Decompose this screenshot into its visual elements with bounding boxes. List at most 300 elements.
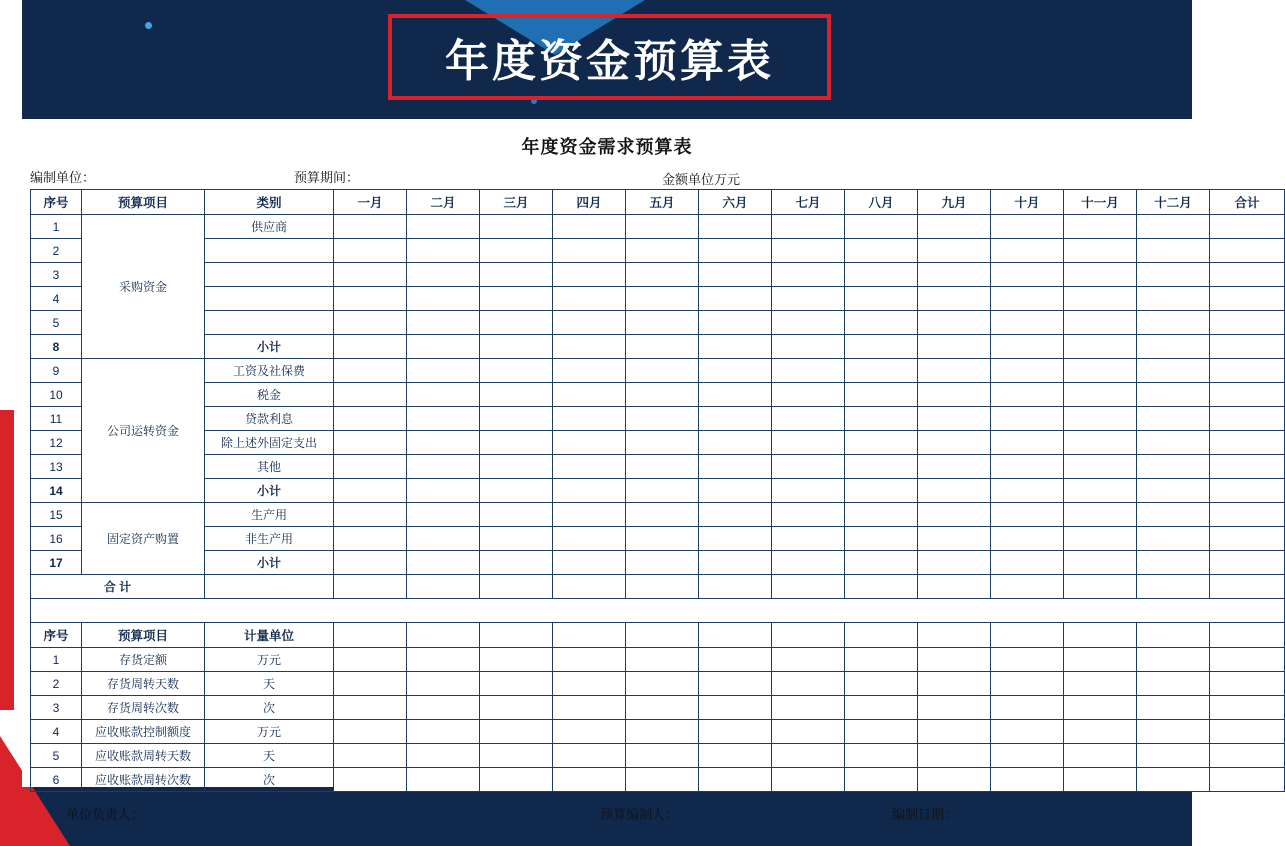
cell-value[interactable] [772,672,845,696]
cell-value[interactable] [407,623,480,648]
cell-value[interactable] [845,431,918,455]
cell-value[interactable] [626,263,699,287]
cell-value[interactable] [626,287,699,311]
cell-total[interactable] [1210,696,1285,720]
cell-value[interactable] [626,575,699,599]
cell-value[interactable] [553,623,626,648]
cell-value[interactable] [407,527,480,551]
cell-value[interactable] [845,575,918,599]
cell-value[interactable] [407,407,480,431]
cell-value[interactable] [699,479,772,503]
cell-value[interactable] [845,287,918,311]
cell-value[interactable] [772,263,845,287]
cell-value[interactable] [1064,503,1137,527]
cell-value[interactable] [918,287,991,311]
cell-value[interactable] [699,383,772,407]
cell-value[interactable] [918,263,991,287]
cell-value[interactable] [991,311,1064,335]
cell-value[interactable] [553,383,626,407]
cell-value[interactable] [334,239,407,263]
cell-value[interactable] [1137,455,1210,479]
cell-value[interactable] [918,720,991,744]
cell-value[interactable] [553,551,626,575]
cell-value[interactable] [1064,359,1137,383]
cell-value[interactable] [845,335,918,359]
cell-value[interactable] [480,359,553,383]
cell-value[interactable] [1064,744,1137,768]
cell-value[interactable] [553,575,626,599]
cell-value[interactable] [991,551,1064,575]
cell-value[interactable] [205,575,334,599]
cell-value[interactable] [772,407,845,431]
cell-value[interactable] [918,672,991,696]
cell-value[interactable] [334,359,407,383]
cell-value[interactable] [918,551,991,575]
cell-value[interactable] [845,311,918,335]
cell-value[interactable] [991,335,1064,359]
cell-value[interactable] [772,648,845,672]
cell-value[interactable] [699,551,772,575]
cell-total[interactable] [1210,383,1285,407]
cell-value[interactable] [553,239,626,263]
cell-value[interactable] [991,263,1064,287]
cell-value[interactable] [1064,215,1137,239]
cell-value[interactable] [626,311,699,335]
cell-value[interactable] [480,720,553,744]
cell-value[interactable] [699,623,772,648]
cell-value[interactable] [626,696,699,720]
cell-value[interactable] [407,263,480,287]
cell-value[interactable] [918,648,991,672]
cell-value[interactable] [553,335,626,359]
cell-value[interactable] [699,359,772,383]
cell-value[interactable] [918,383,991,407]
cell-value[interactable] [1064,623,1137,648]
cell-value[interactable] [772,527,845,551]
cell-value[interactable] [772,239,845,263]
cell-value[interactable] [1064,720,1137,744]
cell-total[interactable] [1210,648,1285,672]
cell-value[interactable] [626,672,699,696]
cell-value[interactable] [334,623,407,648]
cell-total[interactable] [1210,431,1285,455]
cell-value[interactable] [1064,768,1137,792]
cell-value[interactable] [1137,383,1210,407]
cell-value[interactable] [480,239,553,263]
cell-value[interactable] [1137,672,1210,696]
cell-value[interactable] [772,383,845,407]
cell-total[interactable] [1210,527,1285,551]
cell-value[interactable] [1137,479,1210,503]
cell-value[interactable] [1137,407,1210,431]
cell-value[interactable] [334,527,407,551]
cell-value[interactable] [553,768,626,792]
cell-value[interactable] [626,527,699,551]
cell-value[interactable] [407,672,480,696]
cell-value[interactable] [699,527,772,551]
cell-value[interactable] [699,215,772,239]
cell-total[interactable] [1210,359,1285,383]
cell-value[interactable] [626,648,699,672]
cell-total[interactable] [1210,311,1285,335]
cell-value[interactable] [626,623,699,648]
cell-value[interactable] [626,551,699,575]
cell-value[interactable] [553,672,626,696]
cell-value[interactable] [845,696,918,720]
cell-value[interactable] [845,263,918,287]
cell-value[interactable] [991,575,1064,599]
cell-value[interactable] [626,455,699,479]
cell-total[interactable] [1210,239,1285,263]
cell-value[interactable] [1137,431,1210,455]
cell-value[interactable] [699,239,772,263]
cell-value[interactable] [480,696,553,720]
cell-value[interactable] [1064,455,1137,479]
cell-value[interactable] [699,335,772,359]
cell-value[interactable] [772,455,845,479]
cell-value[interactable] [918,239,991,263]
cell-value[interactable] [407,383,480,407]
cell-value[interactable] [918,744,991,768]
cell-value[interactable] [626,431,699,455]
cell-value[interactable] [772,359,845,383]
cell-value[interactable] [480,287,553,311]
cell-value[interactable] [918,407,991,431]
cell-value[interactable] [626,239,699,263]
cell-value[interactable] [407,359,480,383]
cell-value[interactable] [1064,239,1137,263]
cell-value[interactable] [991,479,1064,503]
cell-value[interactable] [1064,479,1137,503]
cell-value[interactable] [845,383,918,407]
cell-value[interactable] [480,623,553,648]
cell-value[interactable] [334,768,407,792]
cell-value[interactable] [626,744,699,768]
cell-value[interactable] [1137,648,1210,672]
cell-value[interactable] [553,263,626,287]
cell-value[interactable] [1137,287,1210,311]
cell-value[interactable] [334,335,407,359]
cell-value[interactable] [845,239,918,263]
cell-value[interactable] [918,623,991,648]
cell-value[interactable] [1137,551,1210,575]
cell-value[interactable] [553,479,626,503]
cell-value[interactable] [1137,623,1210,648]
cell-value[interactable] [772,768,845,792]
cell-value[interactable] [480,648,553,672]
cell-value[interactable] [334,407,407,431]
cell-total[interactable] [1210,551,1285,575]
cell-total[interactable] [1210,720,1285,744]
cell-value[interactable] [334,215,407,239]
cell-value[interactable] [991,720,1064,744]
cell-total[interactable] [1210,623,1285,648]
cell-value[interactable] [553,744,626,768]
cell-value[interactable] [480,263,553,287]
cell-value[interactable] [991,215,1064,239]
cell-value[interactable] [626,720,699,744]
cell-value[interactable] [918,479,991,503]
cell-value[interactable] [480,503,553,527]
cell-value[interactable] [845,479,918,503]
cell-value[interactable] [553,527,626,551]
cell-value[interactable] [1137,527,1210,551]
cell-value[interactable] [407,551,480,575]
cell-value[interactable] [772,696,845,720]
cell-value[interactable] [1137,215,1210,239]
cell-value[interactable] [480,527,553,551]
cell-total[interactable] [1210,407,1285,431]
cell-value[interactable] [334,744,407,768]
cell-value[interactable] [553,648,626,672]
cell-total[interactable] [1210,503,1285,527]
cell-value[interactable] [480,768,553,792]
cell-value[interactable] [772,431,845,455]
cell-value[interactable] [1137,359,1210,383]
cell-total[interactable] [1210,215,1285,239]
cell-value[interactable] [407,720,480,744]
cell-value[interactable] [480,431,553,455]
cell-value[interactable] [991,672,1064,696]
cell-value[interactable] [334,503,407,527]
cell-value[interactable] [407,455,480,479]
cell-value[interactable] [1064,383,1137,407]
cell-value[interactable] [480,383,553,407]
cell-value[interactable] [480,479,553,503]
cell-value[interactable] [772,215,845,239]
cell-value[interactable] [699,455,772,479]
cell-value[interactable] [1137,503,1210,527]
cell-value[interactable] [626,215,699,239]
cell-value[interactable] [991,503,1064,527]
cell-value[interactable] [845,672,918,696]
cell-value[interactable] [1137,744,1210,768]
cell-value[interactable] [772,575,845,599]
cell-total[interactable] [1210,287,1285,311]
cell-value[interactable] [553,696,626,720]
cell-value[interactable] [1064,551,1137,575]
cell-value[interactable] [407,287,480,311]
cell-value[interactable] [918,431,991,455]
row-kind[interactable] [205,239,334,263]
cell-value[interactable] [480,215,553,239]
cell-value[interactable] [991,696,1064,720]
cell-value[interactable] [845,503,918,527]
cell-value[interactable] [553,455,626,479]
cell-value[interactable] [845,551,918,575]
cell-value[interactable] [1064,287,1137,311]
cell-value[interactable] [407,768,480,792]
cell-value[interactable] [991,239,1064,263]
row-kind[interactable] [205,311,334,335]
cell-value[interactable] [334,648,407,672]
cell-value[interactable] [407,744,480,768]
cell-value[interactable] [699,287,772,311]
cell-value[interactable] [1064,431,1137,455]
cell-value[interactable] [407,215,480,239]
cell-value[interactable] [991,407,1064,431]
cell-value[interactable] [991,527,1064,551]
cell-value[interactable] [699,672,772,696]
cell-value[interactable] [918,359,991,383]
cell-value[interactable] [1064,648,1137,672]
cell-value[interactable] [918,455,991,479]
cell-value[interactable] [1137,263,1210,287]
cell-value[interactable] [553,359,626,383]
cell-value[interactable] [699,648,772,672]
cell-value[interactable] [407,696,480,720]
cell-value[interactable] [772,335,845,359]
cell-value[interactable] [334,383,407,407]
cell-value[interactable] [1064,672,1137,696]
cell-value[interactable] [407,479,480,503]
cell-value[interactable] [480,575,553,599]
cell-value[interactable] [334,479,407,503]
cell-value[interactable] [991,431,1064,455]
cell-value[interactable] [991,455,1064,479]
row-kind[interactable] [205,263,334,287]
cell-value[interactable] [1064,335,1137,359]
cell-value[interactable] [334,696,407,720]
cell-value[interactable] [918,575,991,599]
cell-value[interactable] [553,287,626,311]
cell-value[interactable] [334,311,407,335]
cell-value[interactable] [845,215,918,239]
cell-total[interactable] [1210,335,1285,359]
cell-value[interactable] [699,503,772,527]
cell-value[interactable] [991,359,1064,383]
cell-total[interactable] [1210,575,1285,599]
cell-value[interactable] [845,527,918,551]
row-kind[interactable] [205,287,334,311]
cell-value[interactable] [772,311,845,335]
cell-value[interactable] [480,407,553,431]
cell-value[interactable] [334,551,407,575]
cell-value[interactable] [1137,696,1210,720]
cell-value[interactable] [553,215,626,239]
cell-value[interactable] [772,287,845,311]
cell-value[interactable] [407,239,480,263]
cell-value[interactable] [772,503,845,527]
cell-value[interactable] [626,359,699,383]
cell-value[interactable] [480,335,553,359]
cell-value[interactable] [553,431,626,455]
cell-value[interactable] [772,623,845,648]
cell-value[interactable] [991,383,1064,407]
cell-value[interactable] [626,768,699,792]
cell-value[interactable] [918,768,991,792]
cell-value[interactable] [334,287,407,311]
cell-value[interactable] [772,720,845,744]
cell-value[interactable] [699,311,772,335]
cell-value[interactable] [699,431,772,455]
cell-value[interactable] [1137,239,1210,263]
cell-value[interactable] [334,672,407,696]
cell-value[interactable] [334,575,407,599]
cell-value[interactable] [772,479,845,503]
cell-value[interactable] [480,672,553,696]
cell-value[interactable] [1137,311,1210,335]
cell-value[interactable] [991,623,1064,648]
cell-value[interactable] [845,720,918,744]
cell-value[interactable] [918,335,991,359]
cell-value[interactable] [553,407,626,431]
cell-value[interactable] [699,263,772,287]
cell-total[interactable] [1210,455,1285,479]
cell-value[interactable] [699,720,772,744]
cell-value[interactable] [991,744,1064,768]
cell-value[interactable] [1064,407,1137,431]
cell-value[interactable] [845,744,918,768]
cell-value[interactable] [480,455,553,479]
cell-value[interactable] [480,551,553,575]
cell-value[interactable] [918,527,991,551]
cell-value[interactable] [553,503,626,527]
cell-total[interactable] [1210,672,1285,696]
cell-value[interactable] [918,696,991,720]
cell-value[interactable] [1064,575,1137,599]
cell-total[interactable] [1210,744,1285,768]
cell-value[interactable] [845,359,918,383]
cell-value[interactable] [1064,696,1137,720]
cell-value[interactable] [407,431,480,455]
cell-value[interactable] [407,503,480,527]
cell-value[interactable] [626,479,699,503]
cell-value[interactable] [334,431,407,455]
cell-value[interactable] [772,551,845,575]
cell-value[interactable] [480,311,553,335]
cell-value[interactable] [1137,335,1210,359]
cell-value[interactable] [626,407,699,431]
cell-value[interactable] [1064,527,1137,551]
cell-value[interactable] [918,503,991,527]
cell-value[interactable] [699,696,772,720]
cell-value[interactable] [626,335,699,359]
cell-value[interactable] [334,455,407,479]
cell-value[interactable] [1064,263,1137,287]
cell-value[interactable] [407,648,480,672]
cell-value[interactable] [1137,720,1210,744]
cell-value[interactable] [918,215,991,239]
cell-value[interactable] [845,648,918,672]
cell-value[interactable] [845,623,918,648]
cell-value[interactable] [1137,575,1210,599]
cell-value[interactable] [772,744,845,768]
cell-value[interactable] [845,407,918,431]
cell-value[interactable] [407,335,480,359]
cell-total[interactable] [1210,263,1285,287]
cell-value[interactable] [553,311,626,335]
cell-value[interactable] [699,768,772,792]
cell-value[interactable] [845,768,918,792]
cell-value[interactable] [918,311,991,335]
cell-total[interactable] [1210,768,1285,792]
cell-value[interactable] [699,575,772,599]
cell-value[interactable] [699,407,772,431]
cell-value[interactable] [845,455,918,479]
cell-value[interactable] [699,744,772,768]
cell-value[interactable] [1064,311,1137,335]
cell-value[interactable] [991,768,1064,792]
cell-value[interactable] [1137,768,1210,792]
cell-value[interactable] [407,311,480,335]
cell-value[interactable] [626,383,699,407]
cell-value[interactable] [480,744,553,768]
cell-value[interactable] [553,720,626,744]
cell-value[interactable] [334,720,407,744]
cell-total[interactable] [1210,479,1285,503]
cell-value[interactable] [334,263,407,287]
